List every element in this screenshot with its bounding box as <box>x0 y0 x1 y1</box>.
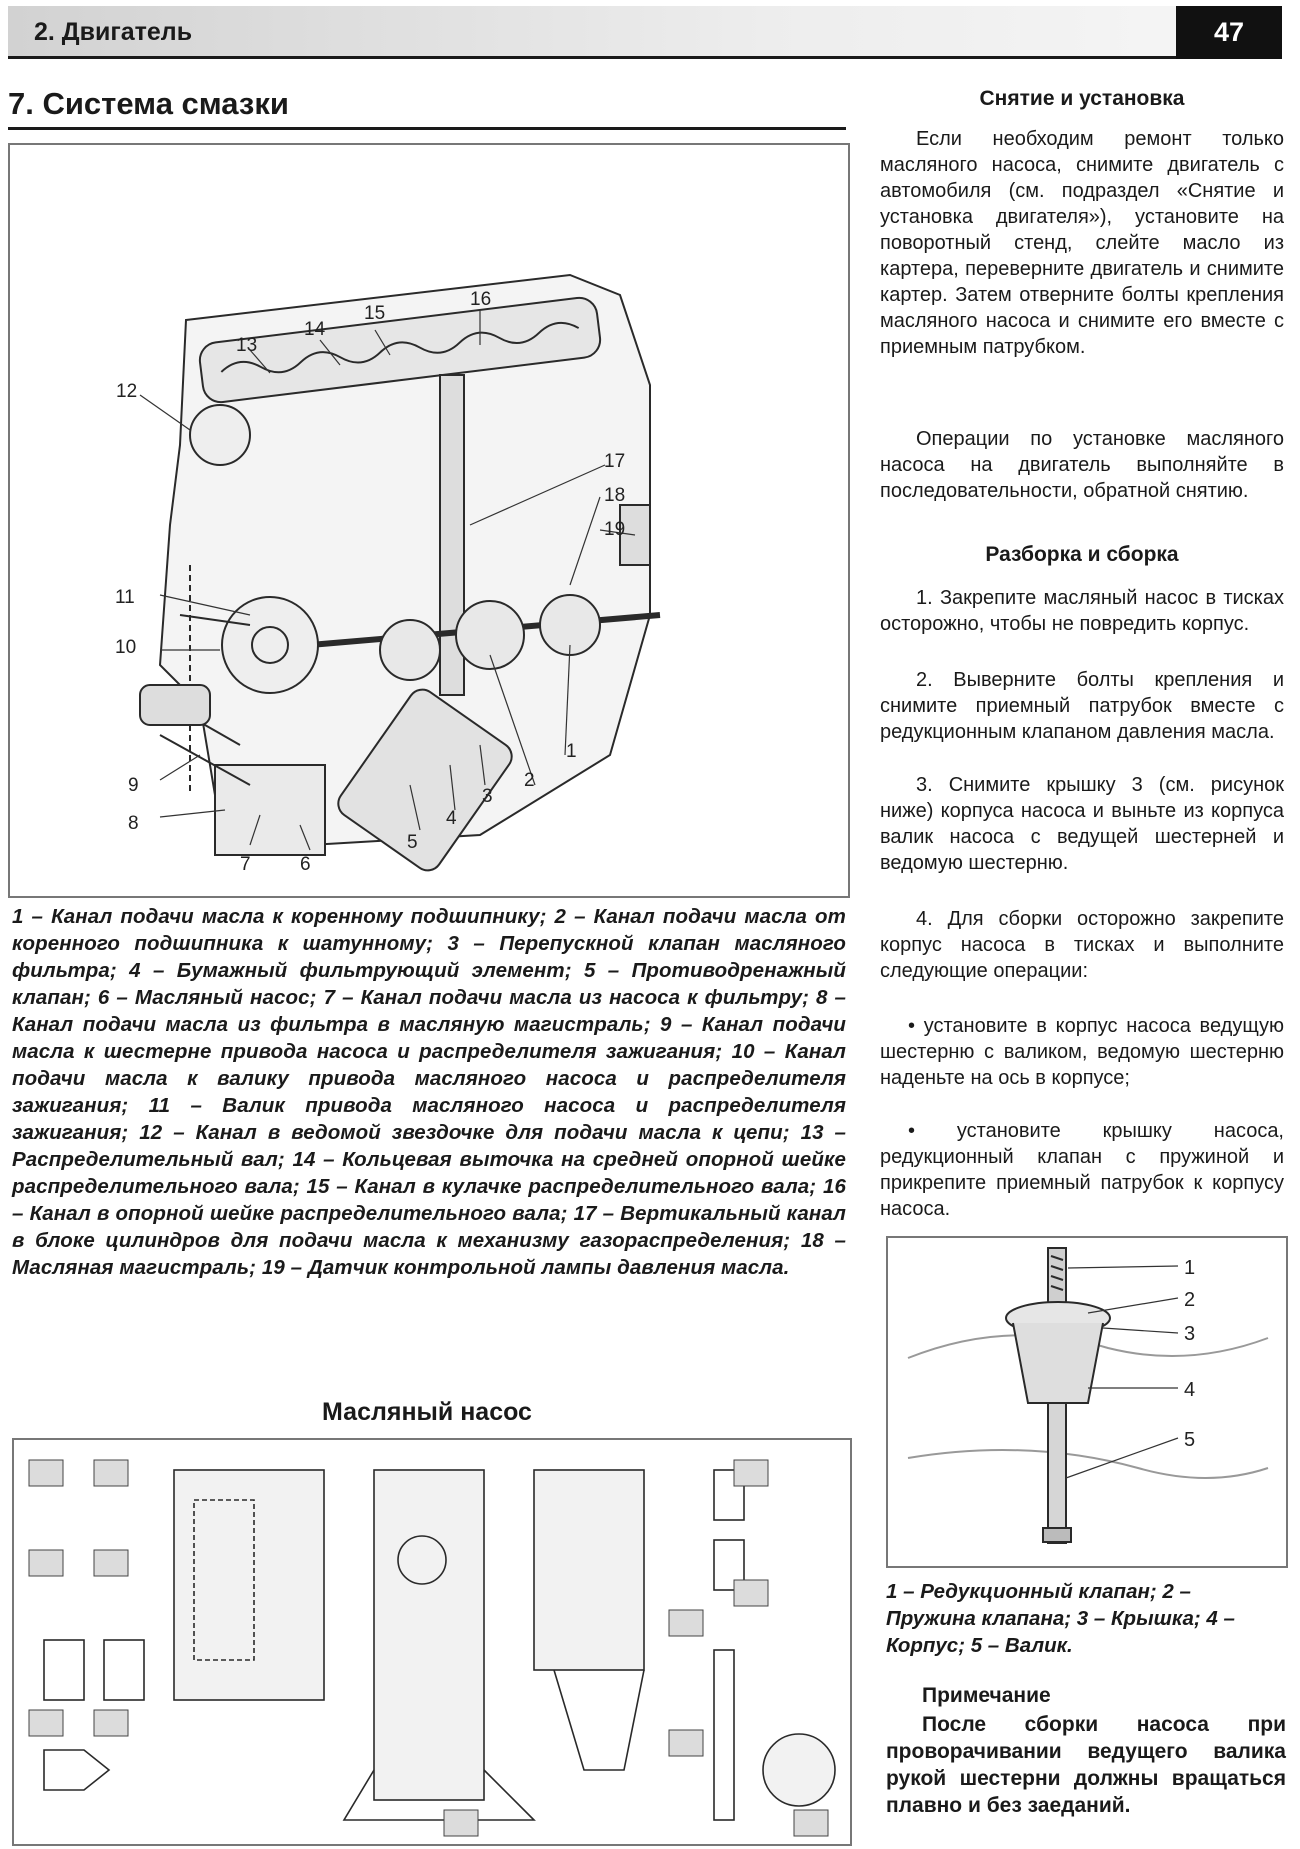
callout-8: 8 <box>128 813 139 834</box>
callout-4: 4 <box>446 808 457 829</box>
removal-heading: Снятие и установка <box>979 87 1185 110</box>
assembly-bullet-1: • установите в корпус насоса ведущую шестерню с валиком, ведомую шестерню наденьте на ось в корпусе; <box>880 1015 1284 1089</box>
page-number: 47 <box>1176 6 1282 59</box>
assembly-heading: Разборка и сборка <box>985 543 1179 566</box>
note-text: После сборки насоса при проворачивании ведущего валика рукой шестерни должны вращаться плавно и без заеданий. <box>886 1713 1286 1817</box>
note-title: Примечание <box>922 1684 1051 1707</box>
header-section-title: 2. Двигатель <box>34 18 193 46</box>
assembly-step-2: 2. Выверните болты крепления и снимите приемный патрубок вместе с редукционным клапаном давления масла. <box>880 669 1284 743</box>
oil-pump-assembly-figure <box>886 1236 1288 1568</box>
fig3-callout-1: 1 <box>1184 1257 1196 1279</box>
callout-10: 10 <box>115 637 137 658</box>
callout-16: 16 <box>470 289 492 310</box>
callout-11: 11 <box>115 587 135 608</box>
assembly-bullet-2: • установите крышку насоса, редукционный клапан с пружиной и прикрепите приемный патрубок к корпусу насоса. <box>880 1120 1284 1220</box>
callout-15: 15 <box>364 303 386 324</box>
assembly-step-4: 4. Для сборки осторожно закрепите корпус насоса в тисках и выполните следующие операции: <box>880 908 1284 982</box>
callout-7: 7 <box>240 854 251 875</box>
callout-13: 13 <box>236 335 258 356</box>
callout-2: 2 <box>524 770 535 791</box>
figure3-legend: 1 – Редукционный клапан; 2 – Пружина клапана; 3 – Крышка; 4 – Корпус; 5 – Валик. <box>886 1580 1235 1657</box>
callout-5: 5 <box>407 832 418 853</box>
fig3-callout-4: 4 <box>1184 1379 1196 1401</box>
figure1-legend: 1 – Канал подачи масла к коренному подшипнику; 2 – Канал подачи масла от коренного подшипника к шатунному; 3 – Перепускной клапан масляного фильтра; 4 – Бумажный фильтрующий элемент; 5 – Противодренажный клапан; 6 – Масляный насос; 7 – Канал подачи масла из насоса к фильтру; 8 – Канал подачи масла из фильтра в масляную магистраль; 9 – Канал подачи масла к шестерне привода насоса и распределителя зажигания; 10 – Канал подачи масла к валику привода масляного насоса и распределителя зажигания; 11 – Валик привода масляного насоса и распределителя зажигания; 12 – Канал в ведомой звездочке для подачи масла к цепи; 13 – Распределительный вал; 14 – Кольцевая выточка на средней опорной шейке распределительного вала; 15 – Канал в кулачке распределительного вала; 16 – Канал в опорной шейке распределительного вала; 17 – Вертикальный канал в блоке цилиндров для подачи масла к механизму газораспределения; 18 – Масляная магистраль; 19 – Датчик контрольной лампы давления масла. <box>12 905 846 1279</box>
section-title: 7. Система смазки <box>8 86 289 121</box>
fig3-callout-3: 3 <box>1184 1323 1196 1345</box>
callout-14: 14 <box>304 319 326 340</box>
callout-19: 19 <box>604 519 626 540</box>
removal-paragraph-2: Операции по установке масляного насоса на двигатель выполняйте в последовательности, обратной снятию. <box>880 428 1284 502</box>
callout-18: 18 <box>604 485 626 506</box>
engine-lubrication-diagram <box>8 143 850 898</box>
fig3-callout-5: 5 <box>1184 1429 1196 1451</box>
callout-17: 17 <box>604 451 626 472</box>
callout-1: 1 <box>566 741 577 762</box>
title-divider <box>8 127 846 130</box>
oil-pump-drawing <box>14 1440 850 1844</box>
oil-pump-assembly-drawing <box>888 1238 1286 1566</box>
callout-9: 9 <box>128 775 139 796</box>
fig3-callout-2: 2 <box>1184 1289 1196 1311</box>
removal-paragraph-1: Если необходим ремонт только масляного насоса, снимите двигатель с автомобиля (см. подраздел «Снятие и установка двигателя»), установите на поворотный стенд, слейте масло из картера, переверните двигатель и снимите картер. Затем отверните болты крепления масляного насоса и снимите его вместе с приемным патрубком. <box>880 128 1284 358</box>
callout-6: 6 <box>300 854 311 875</box>
oil-pump-technical-drawing <box>12 1438 852 1846</box>
header-bar <box>8 6 1270 59</box>
callout-3: 3 <box>482 786 493 807</box>
oil-pump-figure-title: Масляный насос <box>322 1398 532 1426</box>
engine-lubrication-drawing <box>10 145 848 896</box>
assembly-step-3: 3. Снимите крышку 3 (см. рисунок ниже) корпуса насоса и выньте из корпуса валик насоса с ведущей шестерней и ведомую шестерню. <box>880 774 1284 874</box>
assembly-step-1: 1. Закрепите масляный насос в тисках осторожно, чтобы не повредить корпус. <box>880 587 1284 635</box>
callout-12: 12 <box>116 381 138 402</box>
